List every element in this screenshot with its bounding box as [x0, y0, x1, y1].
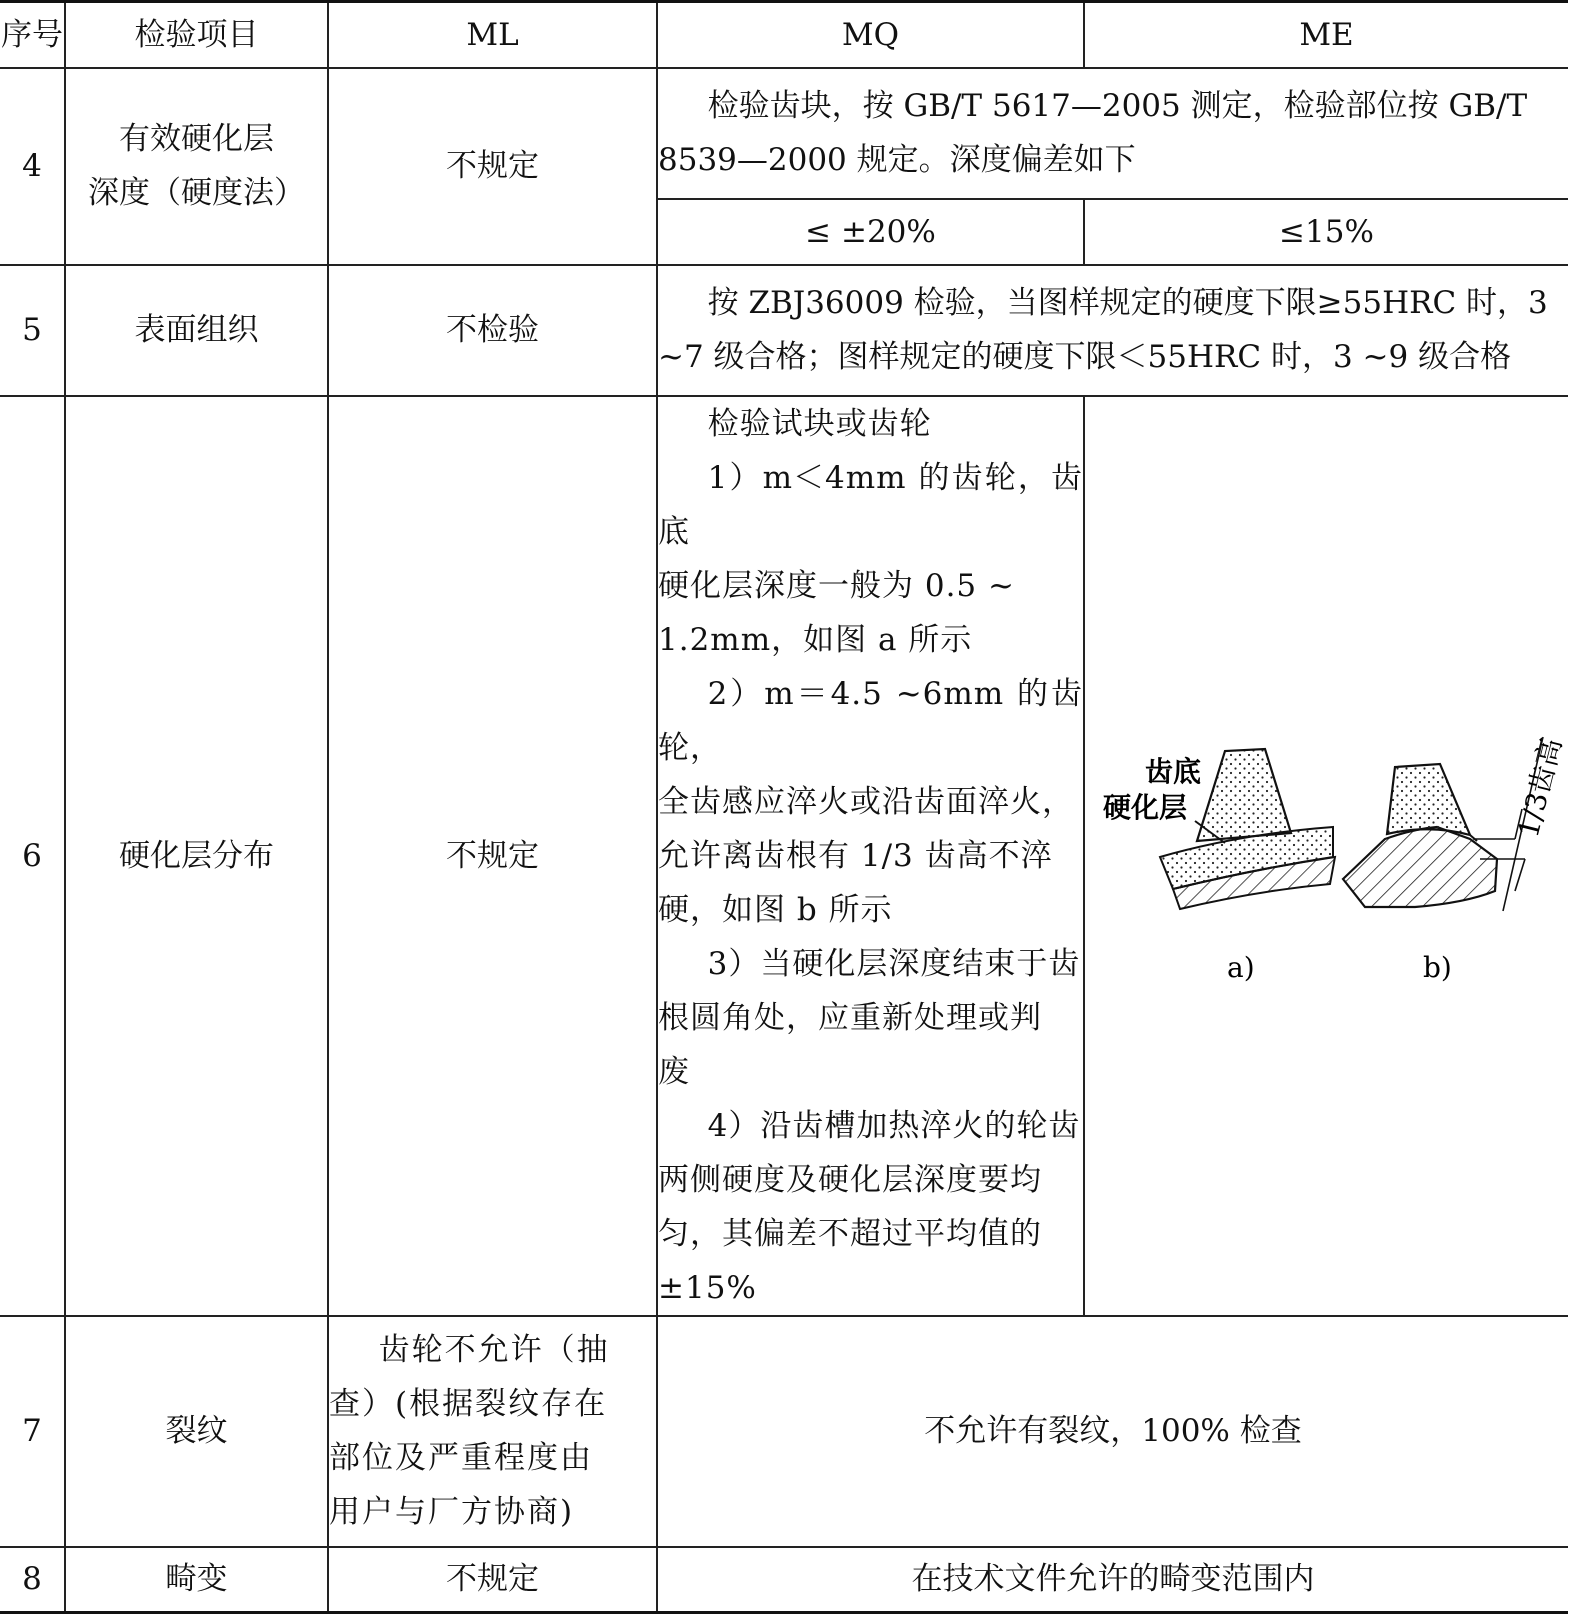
header-row [0, 2, 1568, 68]
row5-no: 5 [0, 265, 65, 396]
row6-mq-line: 两侧硬度及硬化层深度要均 [658, 1161, 1042, 1198]
row6-no: 6 [0, 396, 65, 1316]
row6-mq-line: 1）m＜4mm 的齿轮，齿底 [658, 459, 1083, 550]
row6-mq-line: 全齿感应淬火或沿齿面淬火， [658, 783, 1074, 820]
row5-mqme-line1: 按 ZBJ36009 检验，当图样规定的硬度下限≥55HRC 时，3 [707, 285, 1548, 321]
row8-no: 8 [0, 1547, 65, 1613]
row6-mq-line: 硬化层深度一般为 0.5 ~ [658, 567, 1015, 604]
row8-item: 畸变 [65, 1547, 328, 1613]
row7-ml-line: 查）(根据裂纹存在 [329, 1386, 608, 1422]
row4-mqme-line1: 检验齿块，按 GB/T 5617—2005 测定，检验部位按 GB/T [707, 88, 1528, 124]
row6-mq-line: 3）当硬化层深度结束于齿 [707, 945, 1081, 982]
row6-mq-line: 4）沿齿槽加热淬火的轮齿 [707, 1107, 1081, 1144]
row6-mq [657, 396, 1084, 1316]
row4-item-line1: 有效硬化层 [119, 121, 274, 157]
header-ml: ML [328, 2, 657, 68]
row6-mq-line: ±15% [658, 1269, 757, 1306]
caption-a: a) [1227, 951, 1255, 984]
row6-ml: 不规定 [328, 396, 657, 1316]
row4-mqme [657, 68, 1568, 199]
header-me: ME [1084, 2, 1568, 68]
row6-mq-line: 硬，如图 b 所示 [658, 891, 893, 928]
header-no: 序号 [0, 2, 65, 68]
label-line1: 齿底 [1145, 755, 1202, 788]
table-row-7 [0, 1316, 1568, 1547]
row4-me-deviation: ≤15% [1084, 199, 1568, 265]
caption-b: b) [1423, 951, 1452, 984]
row7-ml-line: 用户与厂方协商) [329, 1494, 575, 1530]
dimension-label: 1/3齿高 [1511, 734, 1569, 841]
row5-mqme [657, 265, 1568, 396]
row6-mq-line: 检验试块或齿轮 [707, 405, 932, 442]
row5-item: 表面组织 [65, 265, 328, 396]
row6-mq-line: 废 [658, 1053, 690, 1090]
row7-ml [328, 1316, 657, 1547]
header-item: 检验项目 [65, 2, 328, 68]
row7-ml-line: 部位及严重程度由 [329, 1440, 593, 1476]
row6-item: 硬化层分布 [65, 396, 328, 1316]
row4-ml: 不规定 [328, 68, 657, 265]
row4-item-line2: 深度（硬度法） [88, 175, 305, 211]
header-mq: MQ [657, 2, 1084, 68]
table-row-5 [0, 265, 1568, 396]
row8-mqme: 在技术文件允许的畸变范围内 [657, 1547, 1568, 1613]
row7-no: 7 [0, 1316, 65, 1547]
figure-b [1343, 764, 1497, 907]
row7-ml-line: 齿轮不允许（抽 [378, 1332, 610, 1368]
figure-a-label [1103, 755, 1225, 843]
row4-no: 4 [0, 68, 65, 265]
row6-me-figure-cell [1084, 396, 1568, 1316]
row4-mqme-line2: 8539—2000 规定。深度偏差如下 [658, 142, 1136, 178]
table-row-4 [0, 68, 1568, 199]
row4-mq-deviation: ≤ ±20% [657, 199, 1084, 265]
row5-mqme-line2: ~7 级合格；图样规定的硬度下限＜55HRC 时，3 ~9 级合格 [658, 339, 1512, 375]
row6-mq-line: 2）m＝4.5 ~6mm 的齿轮， [658, 675, 1083, 766]
table-row-6 [0, 396, 1568, 1316]
row6-mq-line: 1.2mm，如图 a 所示 [658, 621, 973, 658]
row6-mq-line: 匀，其偏差不超过平均值的 [658, 1215, 1042, 1252]
row7-item: 裂纹 [65, 1316, 328, 1547]
row8-ml: 不规定 [328, 1547, 657, 1613]
table-row-8 [0, 1547, 1568, 1613]
row5-ml: 不检验 [328, 265, 657, 396]
hardened-layer-figure [1085, 429, 1569, 1282]
label-line2: 硬化层 [1103, 791, 1188, 824]
row6-mq-line: 根圆角处，应重新处理或判 [658, 999, 1042, 1036]
row6-mq-line: 允许离齿根有 1/3 齿高不淬 [658, 837, 1053, 874]
row7-mqme: 不允许有裂纹，100% 检查 [657, 1316, 1568, 1547]
row4-item [65, 68, 328, 265]
